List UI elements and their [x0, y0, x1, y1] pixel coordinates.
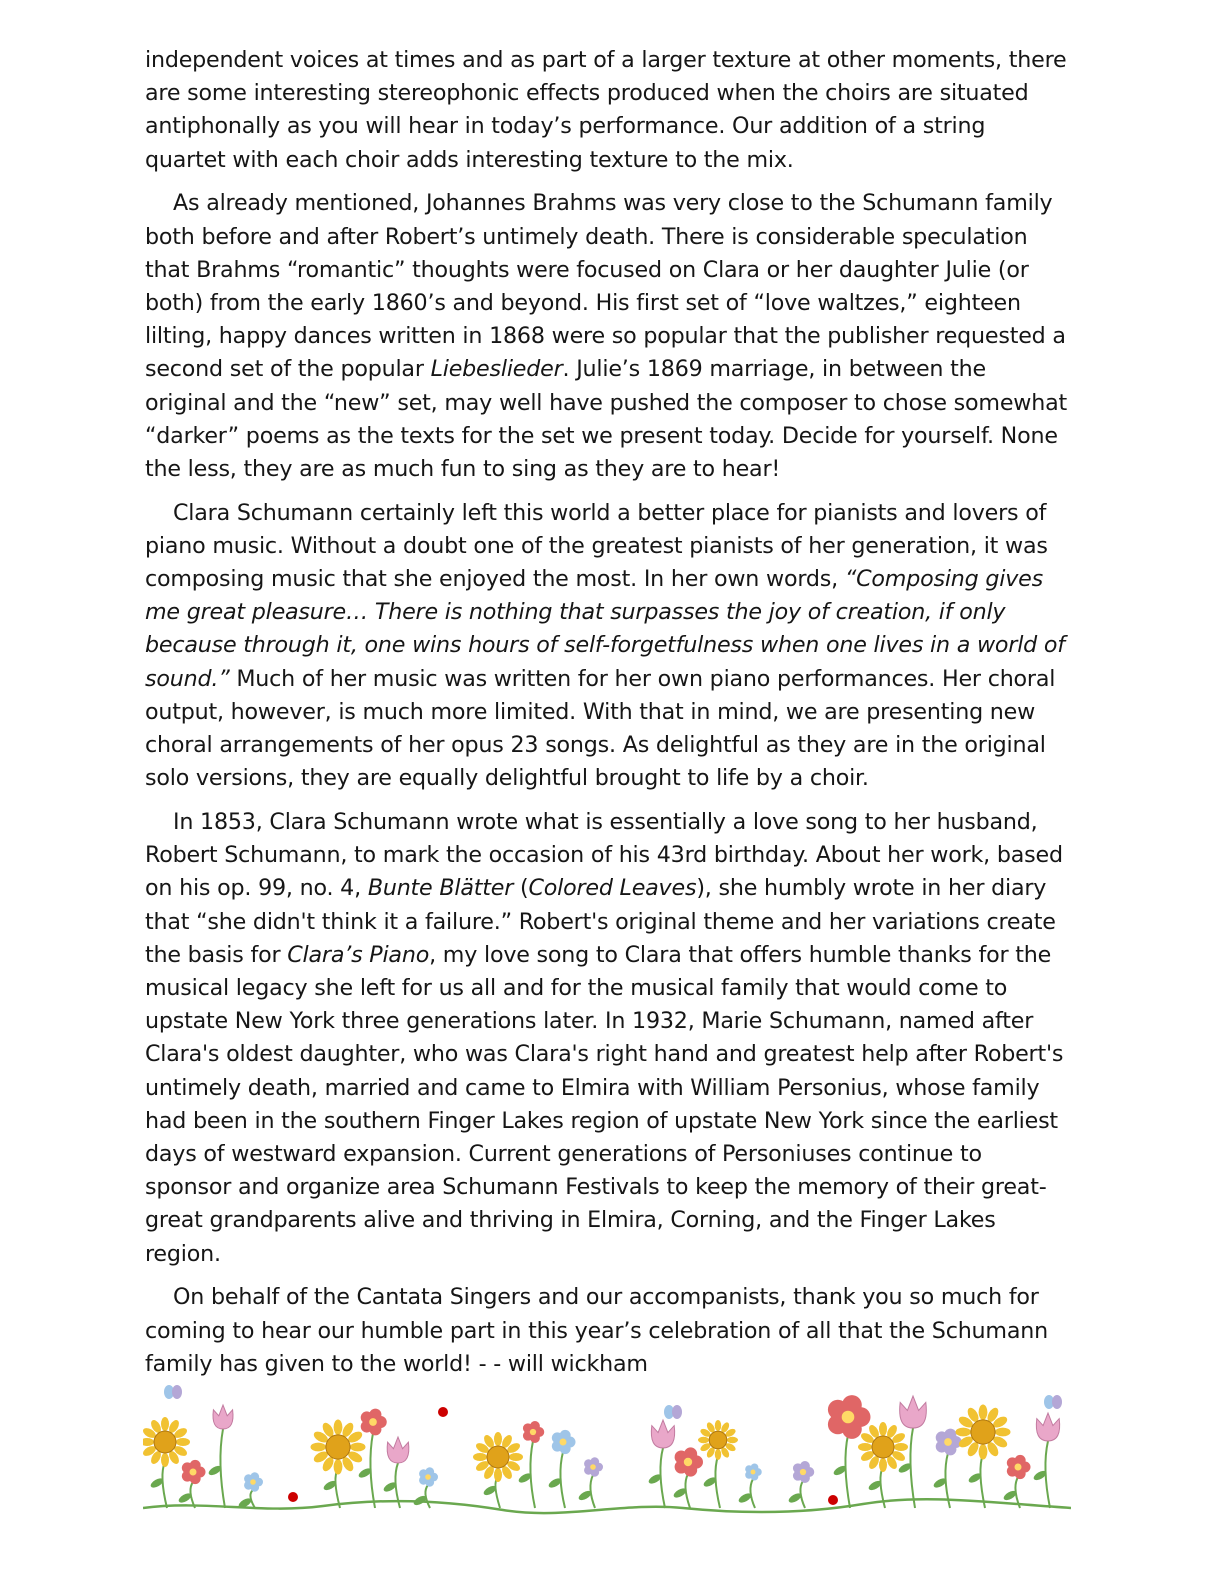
stem-icon	[845, 1435, 850, 1508]
sunflower-icon	[971, 1420, 995, 1444]
tulip-icon	[651, 1420, 674, 1448]
clara-quote: “Composing gives me great pleasure… There is nothing that surpasses the joy of creation, if only because through it, one wins hours of self-forgetfulness when one lives in a world of sound.”	[145, 566, 1065, 692]
flower-center-icon	[842, 1411, 855, 1424]
petal-icon	[698, 1437, 709, 1443]
petal-icon	[894, 1443, 908, 1451]
butterfly-icon	[672, 1405, 682, 1419]
petal-icon	[334, 1420, 343, 1435]
petal-icon	[350, 1443, 365, 1452]
butterfly-icon	[1052, 1395, 1062, 1409]
petal-icon	[143, 1438, 154, 1446]
petal-icon	[879, 1458, 887, 1472]
petal-icon	[858, 1443, 872, 1451]
paragraph-4	[145, 806, 1070, 1271]
flower-center-icon	[944, 1438, 952, 1446]
petal-icon	[509, 1453, 523, 1461]
stem-icon	[660, 1448, 665, 1508]
butterfly-icon	[172, 1385, 182, 1399]
paragraph-text: (	[513, 875, 529, 902]
petal-icon	[473, 1453, 487, 1461]
petal-icon	[956, 1428, 971, 1437]
paragraph-text: , my love song to Clara that offers humble thanks for the musical legacy she left for us all and for the musical family that would come to upstate New York three generations later. In 1932, Marie Schumann, named after Clara's oldest daughter, who was Clara's right hand and greatest help after Robert's untimely death, married and came to Elmira with William Personius, whose family had been in the southern Finger Lakes region of upstate New York since the earliest days of westward expansion. Current generations of Personiuses continue to sponsor and organize area Schumann Festivals to keep the memory of their great-great grandparents alive and thriving in Elmira, Corning, and the Finger Lakes region.	[145, 941, 1064, 1267]
tulip-icon	[900, 1396, 927, 1428]
stem-icon	[980, 1454, 985, 1508]
flower-center-icon	[250, 1479, 256, 1485]
flower-center-icon	[560, 1439, 567, 1446]
sunflower-icon	[872, 1436, 894, 1458]
flower-border-illustration	[143, 1372, 1071, 1522]
stem-icon	[250, 1490, 255, 1508]
paragraph-text: independent voices at times and as part of a larger texture at other moments, there are some interesting stereophonic effects produced when the choirs are situated antiphonally as you will hear in today’s performance. Our addition of a string quartet with each choir adds interesting texture to the mix.	[145, 47, 1067, 173]
petal-icon	[879, 1422, 887, 1436]
petal-icon	[494, 1432, 502, 1446]
paragraph-2	[145, 187, 1070, 486]
article-body	[145, 44, 1070, 1391]
flower-center-icon	[590, 1464, 596, 1470]
petal-icon	[311, 1443, 326, 1452]
stem-icon	[335, 1469, 340, 1508]
vine-icon	[143, 1499, 1071, 1513]
flower-center-icon	[425, 1474, 431, 1480]
paragraph-text: In 1853, Clara Schumann wrote what is essentially a love song to her husband, Robert Schumann, to mark the occasion of his 43rd birthday. About her work, based on his op. 99, no. 4,	[145, 808, 1063, 902]
paragraph-5	[145, 1281, 1070, 1381]
petal-icon	[979, 1444, 988, 1459]
sunflower-icon	[709, 1431, 727, 1449]
sunflower-icon	[154, 1431, 176, 1453]
tulip-icon	[1036, 1413, 1059, 1441]
flower-center-icon	[1015, 1464, 1022, 1471]
stem-icon	[1045, 1441, 1050, 1508]
stem-icon	[530, 1441, 535, 1508]
work-title-bunte-blatter: Bunte Blätter	[367, 875, 514, 902]
petal-icon	[727, 1437, 738, 1443]
paragraph-text: As already mentioned, Johannes Brahms was very close to the Schumann family both before and after Robert’s untimely death. There is considerable speculation that Brahms “romantic” thoughts were focused on Clara or her daughter Julie (or both) from the early 1860’s and beyond. His first set of “love waltzes,” eighteen lilting, happy dances written in 1868 were so popular that the publisher requested a second set of the popular	[145, 190, 1066, 383]
petal-icon	[715, 1420, 721, 1431]
petal-icon	[161, 1453, 169, 1467]
petal-icon	[979, 1405, 988, 1420]
ladybug-icon	[828, 1495, 838, 1505]
flower-border-icon	[143, 1372, 1071, 1522]
stem-icon	[800, 1481, 805, 1508]
paragraph-text: ), she humbly wrote in her diary that “she didn't think it a failure.” Robert's original theme and her variations create the basis for	[145, 875, 1056, 968]
petal-icon	[334, 1459, 343, 1474]
flower-center-icon	[369, 1418, 377, 1426]
stem-icon	[750, 1479, 755, 1508]
paragraph-text: . Julie’s 1869 marriage, in between the original and the “new” set, may well have pushed the composer to chose somewhat “darker” poems as the texts for the set we present today. Decide for yourself. None the less, they are as much fun to sing as they are to hear!	[145, 356, 1067, 482]
stem-icon	[425, 1485, 430, 1508]
petal-icon	[494, 1468, 502, 1482]
sunflower-icon	[487, 1446, 509, 1468]
stem-icon	[715, 1456, 720, 1508]
ladybug-icon	[288, 1492, 298, 1502]
flower-center-icon	[190, 1469, 197, 1476]
petal-icon	[715, 1449, 721, 1460]
stem-icon	[162, 1462, 167, 1508]
paragraph-3	[145, 497, 1070, 796]
petal-icon	[995, 1428, 1010, 1437]
paragraph-1	[145, 44, 1070, 177]
stem-icon	[910, 1428, 915, 1508]
work-title-liebeslieder: Liebeslieder	[430, 356, 563, 383]
petal-icon	[161, 1417, 169, 1431]
flower-center-icon	[684, 1458, 692, 1466]
tulip-icon	[387, 1437, 409, 1463]
ladybug-icon	[438, 1407, 448, 1417]
closing-text: On behalf of the Cantata Singers and our accompanists, thank you so much for coming to hear our humble part in this year’s celebration of all that the Schumann family has given to the world! - - will wickham	[145, 1284, 1048, 1377]
paragraph-text: Much of her music was written for her own piano performances. Her choral output, however, is much more limited. With that in mind, we are presenting new choral arrangements of her opus 23 songs. As delightful as they are in the original solo versions, they are equally delightful brought to life by a choir.	[145, 665, 1056, 792]
petal-icon	[176, 1438, 190, 1446]
flower-center-icon	[751, 1470, 756, 1475]
paragraph-text: Clara Schumann certainly left this world a better place for pianists and lovers of piano music. Without a doubt one of the greatest pianists of her generation, it was composing music that she enjoyed the most. In her own words,	[145, 499, 1048, 593]
stem-icon	[590, 1475, 595, 1508]
tulip-icon	[213, 1405, 233, 1429]
flower-center-icon	[800, 1469, 806, 1475]
work-title-colored-leaves: Colored Leaves	[528, 875, 697, 902]
flower-center-icon	[530, 1429, 536, 1435]
sunflower-icon	[326, 1435, 350, 1459]
work-title-claras-piano: Clara’s Piano	[287, 941, 430, 968]
